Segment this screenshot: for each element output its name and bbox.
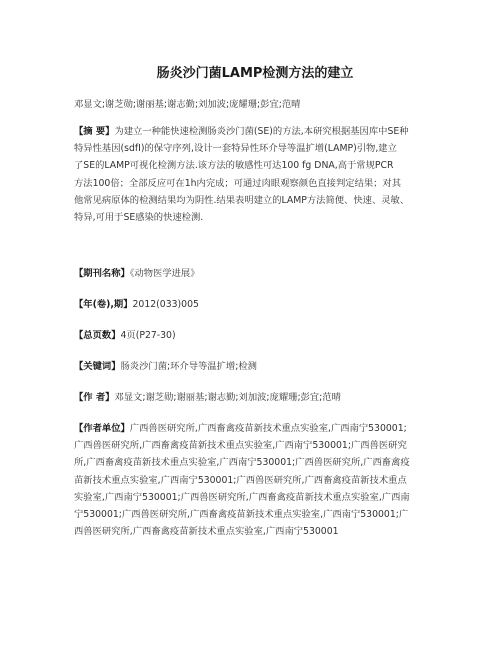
abstract-label: 【摘 要】 — [74, 126, 115, 137]
abstract-line: 特异性基因(sdfⅠ)的保守序列,设计一套特异性环介导等温扩增(LAMP)引物,建立 — [74, 143, 397, 155]
journal-label: 【期刊名称】 — [74, 268, 130, 279]
year-issue-field — [74, 296, 436, 313]
author-list: 邓显文;谢芝勋;谢丽基;谢志勤;刘加波;庞耀珊;彭宜;范晴 — [74, 99, 301, 110]
affiliation-line: 实验室,广西南宁530001;广西兽医研究所,广西畜禽疫苗新技术重点实验室,广西南 — [74, 491, 410, 503]
document-title: 肠炎沙门菌LAMP检测方法的建立 — [156, 66, 354, 81]
keywords-label: 【关键词】 — [74, 361, 121, 372]
pages-label: 【总页数】 — [74, 330, 121, 341]
affiliation-line: 西兽医研究所,广西畜禽疫苗新技术重点实验室,广西南宁530001 — [74, 526, 339, 538]
keywords-value: 肠炎沙门菌;环介导等温扩增;检测 — [120, 361, 257, 372]
year-issue-label: 【年(卷),期】 — [74, 299, 133, 310]
pages-value: 4页(P27-30) — [120, 330, 176, 341]
abstract-line: 他常见病原体的检测结果均为阴性.结果表明建立的LAMP方法简便、快速、灵敏、 — [74, 194, 410, 206]
affiliation-line: 苗新技术重点实验室,广西南宁530001;广西兽医研究所,广西畜禽疫苗新技术重点 — [74, 474, 407, 486]
authors-field — [74, 389, 436, 406]
abstract-line: 特异,可用于SE感染的快速检测. — [74, 212, 204, 224]
journal-value: 《动物医学进展》 — [129, 268, 200, 279]
affiliation-line: 所,广西畜禽疫苗新技术重点实验室,广西南宁530001;广西兽医研究所,广西畜禽疫 — [74, 457, 410, 469]
keywords-field — [74, 358, 436, 375]
affiliation-line: 宁530001;广西兽医研究所,广西畜禽疫苗新技术重点实验室,广西南宁530001;广 — [74, 509, 409, 521]
abstract-line: 方法100倍；全部反应可在1h内完成；可通过肉眼观察颜色直接判定结果；对其 — [74, 177, 402, 189]
affiliation-section — [74, 420, 436, 540]
abstract-section — [74, 123, 436, 226]
affiliation-line: 广西兽医研究所,广西畜禽疫苗新技术重点实验室,广西南宁530001; — [129, 423, 407, 434]
affiliation-label: 【作者单位】 — [74, 423, 130, 434]
journal-field — [74, 265, 436, 282]
abstract-line: 为建立一种能快速检测肠炎沙门菌(SE)的方法,本研究根据基因库中SE种 — [114, 126, 409, 137]
authors-value: 邓显文;谢芝勋;谢丽基;谢志勤;刘加波;庞耀珊;彭宜;范晴 — [114, 392, 341, 403]
year-issue-value: 2012(033)005 — [132, 299, 199, 310]
pages-field — [74, 327, 436, 344]
abstract-line: 了SE的LAMP可视化检测方法.该方法的敏感性可达100 fg DNA,高于常规PCR — [74, 160, 394, 172]
affiliation-line: 广西兽医研究所,广西畜禽疫苗新技术重点实验室,广西南宁530001;广西兽医研究 — [74, 440, 407, 452]
authors-label: 【作 者】 — [74, 392, 115, 403]
